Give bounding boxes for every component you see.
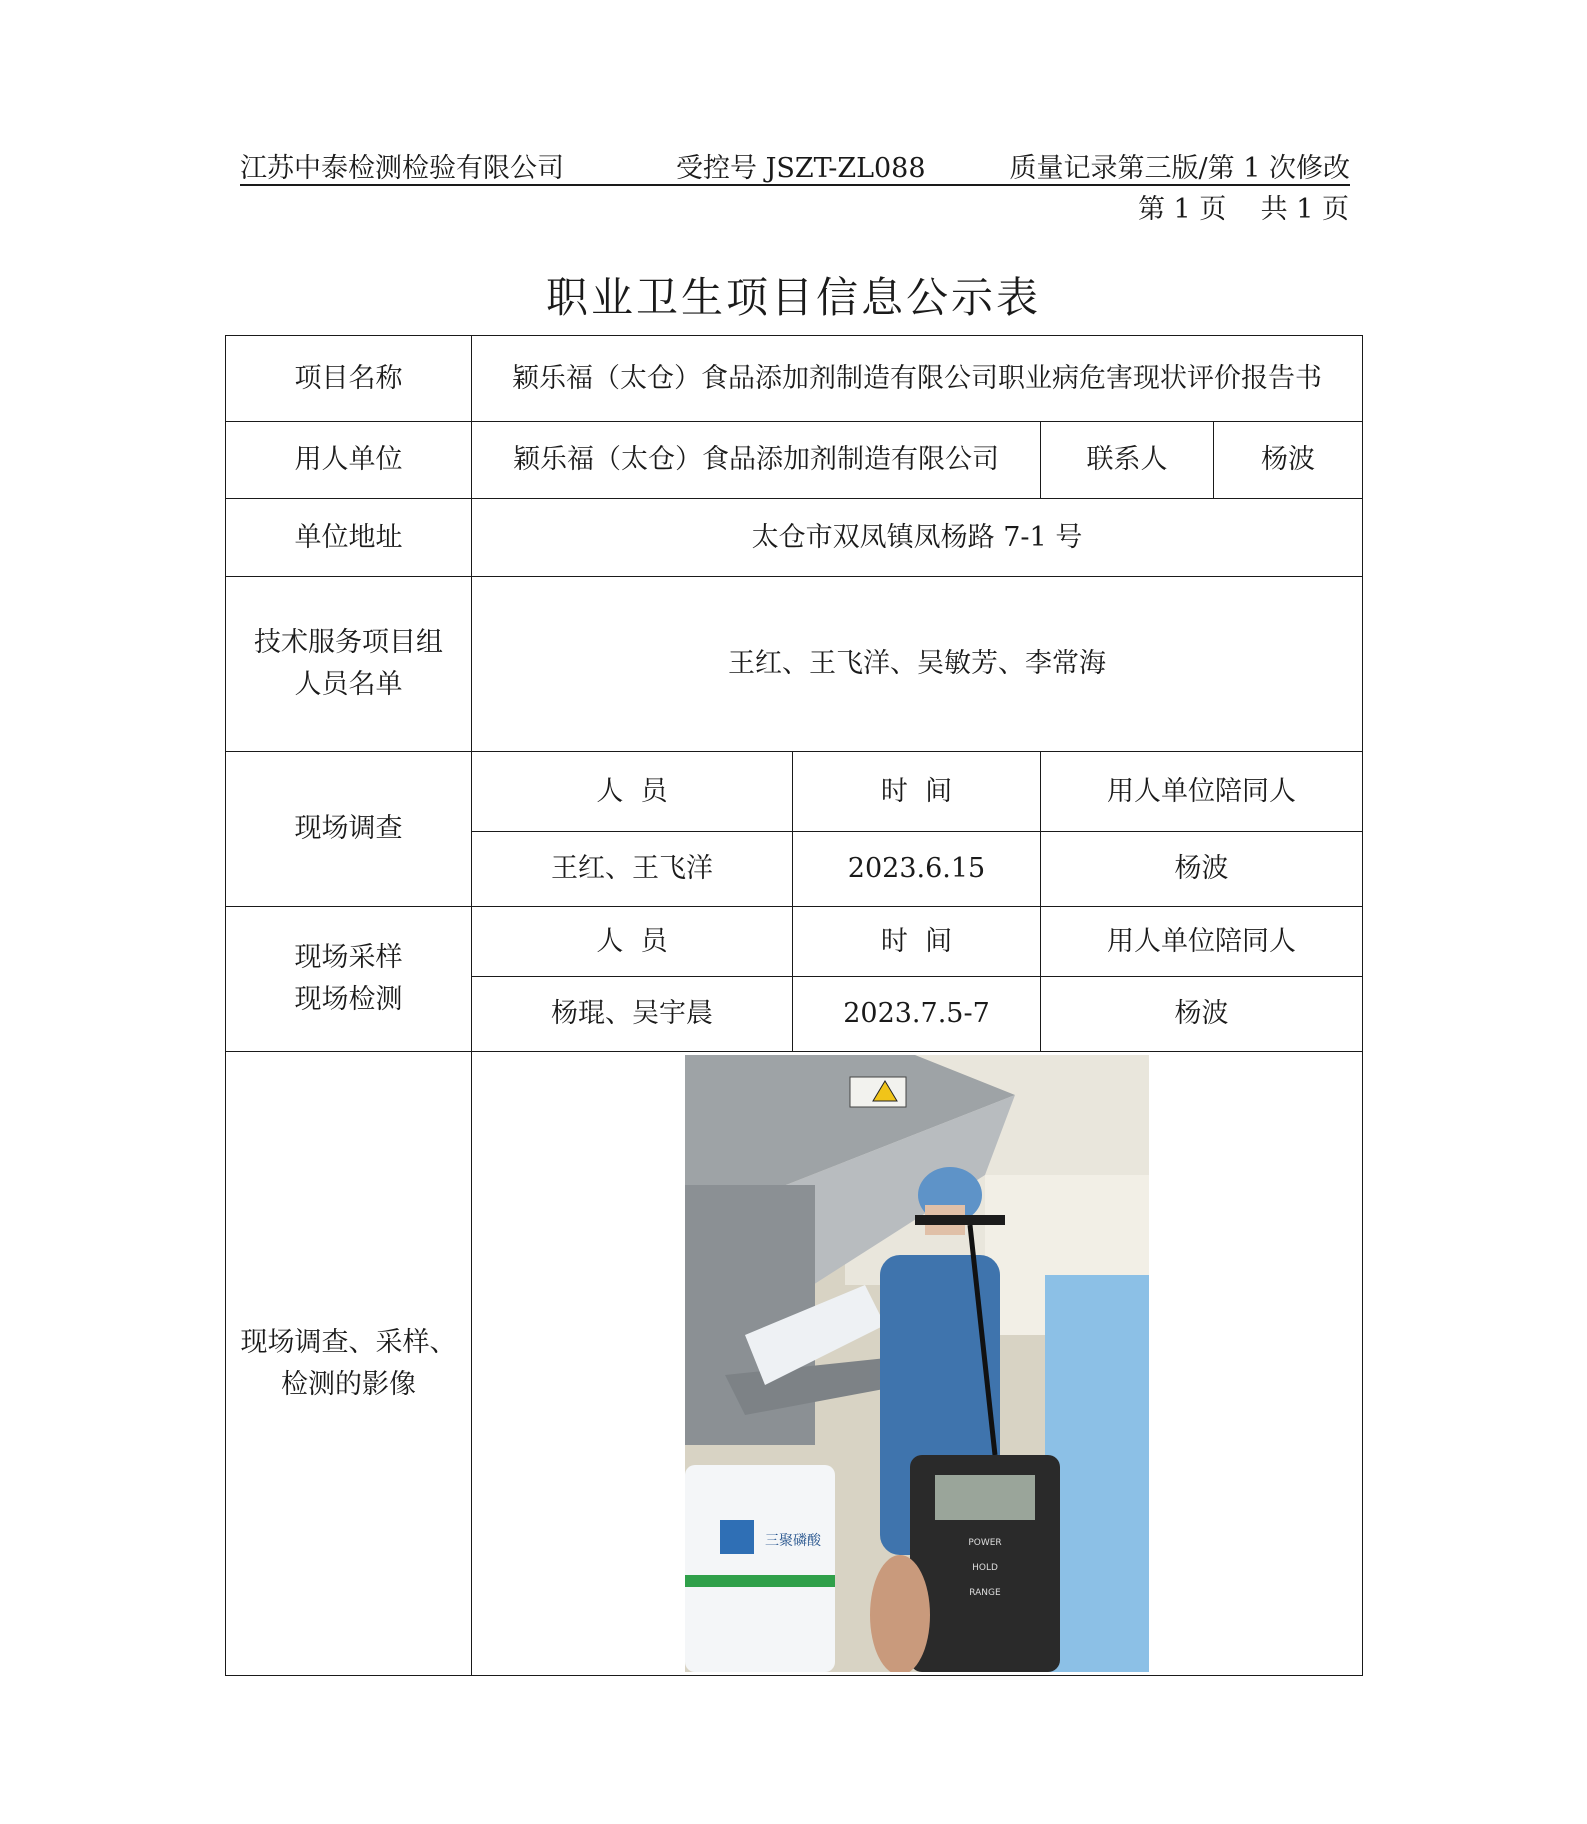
- sampling-label-line2: 现场检测: [294, 984, 403, 1015]
- address-value: 太仓市双凤镇凤杨路 7-1 号: [472, 499, 1363, 577]
- image-label: [226, 1052, 472, 1676]
- survey-time: 2023.6.15: [793, 832, 1041, 907]
- header-control-number: 受控号 JSZT-ZL088: [676, 153, 926, 184]
- image-cell: [472, 1052, 1363, 1676]
- page-number: 第 1 页 共 1 页: [1137, 194, 1349, 225]
- operator-sleeve: [1045, 1275, 1149, 1672]
- sampling-col-person: 人 员: [472, 907, 793, 977]
- survey-col-escort: 用人单位陪同人: [1041, 752, 1363, 832]
- row-sampling-header: [226, 907, 1363, 977]
- header-company: 江苏中泰检测检验有限公司: [240, 153, 564, 184]
- row-images: [226, 1052, 1363, 1676]
- sampling-label-line1: 现场采样: [294, 942, 403, 974]
- contact-value: 杨波: [1214, 422, 1363, 499]
- meter-button-hold: HOLD: [972, 1563, 998, 1573]
- team-value: 王红、王飞洋、吴敏芳、李常海: [472, 577, 1363, 752]
- survey-label: 现场调查: [226, 752, 472, 907]
- hand: [870, 1555, 930, 1672]
- sack-brand-text: 三聚磷酸: [765, 1533, 821, 1549]
- meter-button-range: RANGE: [969, 1588, 1001, 1598]
- team-label-line1: 技术服务项目组: [254, 627, 443, 659]
- meter-button-power: POWER: [968, 1538, 1002, 1548]
- image-label-line2: 检测的影像: [281, 1368, 416, 1400]
- survey-person: 王红、王飞洋: [472, 832, 793, 907]
- employer-label: 用人单位: [226, 422, 472, 499]
- sack-stripe: [685, 1575, 835, 1587]
- row-survey-header: [226, 752, 1363, 832]
- team-label-line2: 人员名单: [294, 669, 403, 700]
- contact-label: 联系人: [1041, 422, 1214, 499]
- sampling-person: 杨琨、吴宇晨: [472, 977, 793, 1052]
- row-project-name: [226, 336, 1363, 422]
- sampling-escort: 杨波: [1041, 977, 1363, 1052]
- sampling-time: 2023.7.5-7: [793, 977, 1041, 1052]
- project-name-label: 项目名称: [226, 336, 472, 422]
- row-team: [226, 577, 1363, 752]
- survey-escort: 杨波: [1041, 832, 1363, 907]
- row-employer: [226, 422, 1363, 499]
- site-photo-illustration: [685, 1055, 1149, 1672]
- page-title: 职业卫生项目信息公示表: [545, 273, 1041, 322]
- address-label: 单位地址: [226, 499, 472, 577]
- meter-display: [935, 1475, 1035, 1520]
- sampling-col-time: 时 间: [793, 907, 1041, 977]
- meter-probe: [915, 1215, 1005, 1225]
- chemical-sack: [685, 1465, 835, 1672]
- info-table: [225, 335, 1363, 1676]
- document-header: [240, 142, 1350, 186]
- header-edition: 质量记录第三版/第 1 次修改: [1009, 153, 1350, 184]
- sampling-col-escort: 用人单位陪同人: [1041, 907, 1363, 977]
- sampling-label: [226, 907, 472, 1052]
- team-label: [226, 577, 472, 752]
- employer-value: 颖乐福（太仓）食品添加剂制造有限公司: [472, 422, 1041, 499]
- image-label-line1: 现场调查、采样、: [240, 1326, 457, 1358]
- survey-col-time: 时 间: [793, 752, 1041, 832]
- row-address: [226, 499, 1363, 577]
- project-name-value: 颖乐福（太仓）食品添加剂制造有限公司职业病危害现状评价报告书: [472, 336, 1363, 422]
- sack-logo-icon: [720, 1520, 754, 1554]
- site-photo: [685, 1055, 1149, 1672]
- survey-col-person: 人 员: [472, 752, 793, 832]
